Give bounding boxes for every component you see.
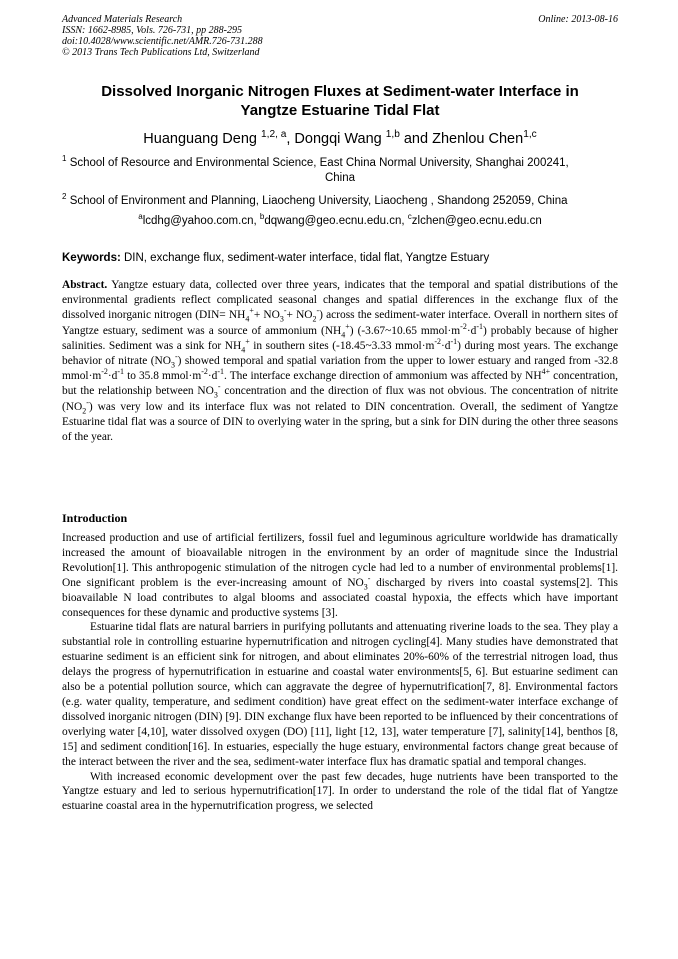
subscript: 3: [171, 360, 175, 370]
section-heading-introduction: Introduction: [62, 511, 128, 525]
paragraph-text: Increased production and use of artificial fertilizers, fossil fuel and leguminous agriculture worldwide has dramatically increased the amount of bioavailable nitrogen in the environment by an order of magnitude since the Industrial Revolution[1]. This anthropogenic stimulation of the nitrogen cycle had led to a number of environmental problems[1]. One significant problem is the ever-increasing amount of NO: [62, 532, 618, 589]
email-mark: c: [407, 212, 412, 222]
superscript: -2: [201, 367, 208, 377]
paragraph: Estuarine tidal flats are natural barriers in purifying pollutants and attenuating riverine loads to the sea. They play a substantial role in controlling estuarine hypernutrification and nitrogen cycling[4]. Many studies have demonstrated that estuarine sediment is an efficient sink for nitrogen, and about eliminates 20%-60% of the terrestrial nitrogen load, thus delays the progress of hypernutrification in estuarine and coastal water environments[5, 6]. But estuarine sediment can also be a potential pollution source, which can aggravate the degree of hypernutrification[7, 8]. Environmental factors (e.g. water quality, temperature, and sediment condition) have great effect on the sediment-water interface exchange of dissolved inorganic nitrogen (DIN) [9]. DIN exchange flux have been reported to be influenced by their concentrations of overlying water [4,10], water dissolved oxygen (DO) [11], light [12, 13], water temperature [7], salinity[14], benthos [8, 15] and sediment condition[16]. In estuaries, especially the huge estuary, environmental factors change great because of the interact between the river and the sea, sediment-water interface flux has dramatic spatial and temporal changes.: [62, 621, 618, 768]
abstract-text: concentration and the direction of flux was not obvious. The concentration of nitrite (NO: [62, 385, 619, 413]
email-address: dqwang@geo.ecnu.edu.cn,: [264, 215, 408, 227]
superscript: 4+: [541, 367, 551, 377]
abstract-text: ) (-3.67~10.65 mmol·m: [349, 324, 461, 337]
title-line-2: Yangtze Estuarine Tidal Flat: [240, 102, 440, 119]
abstract-label: Abstract.: [62, 279, 108, 291]
subscript: 2: [312, 314, 317, 324]
journal-name: Advanced Materials Research: [62, 14, 183, 25]
abstract-text: ·d: [466, 324, 477, 337]
subscript: 2: [82, 405, 87, 415]
email-line: [62, 214, 618, 229]
paragraph: [62, 531, 618, 620]
abstract-text: ) across the sediment-water interface. Overall in northern sites of Yangtze estuary, sediment was a source of ammonium (NH: [62, 309, 618, 337]
author-name: Huanguang Deng: [143, 131, 257, 147]
affiliation-number: 1: [62, 154, 67, 164]
abstract-text: ) showed temporal and spatial variation from the upper to lower estuary and ranged from -32.8 mmol·m: [62, 355, 618, 383]
abstract-text: in southern sites (-18.45~3.33 mmol·m: [249, 339, 435, 352]
subscript: 3: [363, 582, 368, 591]
abstract-text: ) was very low and its interface flux was not related to DIN concentration. Overall, the sediment of Yangtze Estuarine tidal flat was a source of DIN to overlying water in the spring, but a sink for DIN during the other three seasons of the year.: [62, 400, 618, 444]
superscript: -1: [450, 337, 458, 347]
superscript: -1: [217, 367, 224, 377]
superscript: +: [345, 321, 350, 331]
affiliation-number: 2: [62, 192, 67, 202]
subscript: 3: [279, 314, 284, 324]
doi-line: doi:10.4028/www.scientific.net/AMR.726-731.288: [62, 36, 263, 47]
superscript: -1: [117, 367, 125, 377]
author-separator: ,: [286, 131, 295, 147]
affiliation-text: School of Environment and Planning, Liaocheng University, Liaocheng , Shandong 252059, China: [69, 195, 568, 207]
superscript: -1: [476, 321, 483, 331]
author-name: Zhenlou Chen: [432, 131, 524, 147]
superscript: +: [245, 337, 250, 347]
abstract-text: Yangtze estuary data, collected over three years, indicates that the temporal and spatial distributions of the environmental gradients reflect complicated seasonal changes and spatial differences in the exchange flux of the dissolved inorganic nitrogen (DIN= NH: [62, 279, 618, 322]
journal-header: [62, 14, 618, 58]
affiliation-text: China: [324, 172, 356, 184]
affiliation-text: School of Resource and Environmental Science, East China Normal University, Shanghai 200241,: [69, 157, 569, 169]
author-affiliation-mark: 1,b: [385, 129, 400, 141]
abstract-text: + NO: [286, 309, 313, 322]
copyright-line: © 2013 Trans Tech Publications Ltd, Switzerland: [62, 47, 260, 58]
email-address: lcdhg@yahoo.com.cn,: [142, 215, 260, 227]
subscript: 3: [213, 390, 218, 400]
author-affiliation-mark: 1,c: [523, 129, 537, 141]
paper-title: [62, 82, 618, 120]
email-mark: a: [138, 212, 143, 222]
superscript: +: [249, 306, 254, 316]
author-affiliation-mark: 1,2, a: [261, 129, 287, 141]
superscript: -2: [434, 337, 441, 347]
superscript: -: [217, 382, 221, 392]
email-address: zlchen@geo.ecnu.edu.cn: [411, 215, 542, 227]
abstract-text: ·d: [207, 370, 218, 383]
affiliation-1: [62, 156, 618, 186]
author-list: [62, 130, 618, 148]
superscript: -2: [460, 321, 467, 331]
superscript: -: [316, 306, 320, 316]
abstract-text: ·d: [107, 370, 118, 383]
abstract-text: . The interface exchange direction of ammonium was affected by NH: [224, 370, 542, 383]
abstract-text: ) probably because of higher salinities. Sediment was a sink for NH: [62, 324, 618, 352]
keywords-label: Keywords:: [62, 252, 121, 264]
title-line-1: Dissolved Inorganic Nitrogen Fluxes at Sediment-water Interface in: [101, 83, 579, 100]
abstract-text: ) during most years. The exchange behavior of nitrate (NO: [62, 339, 618, 368]
superscript: -: [283, 306, 287, 316]
superscript: -: [86, 397, 89, 407]
abstract-text: ·d: [441, 339, 451, 352]
paragraph-text: discharged by rivers into coastal systems[2]. This bioavailable N load contributes to algal blooms and associated coastal hypoxia, the effects which have important consequences for these dynamic and productive systems [3].: [62, 576, 618, 619]
introduction-body: [62, 531, 618, 814]
author-name: Dongqi Wang: [294, 131, 382, 147]
superscript: -: [174, 352, 178, 362]
paragraph: With increased economic development over the past few decades, huge nutrients have been transported to the Yangtze estuary and led to serious hypernutrification[17]. In order to understand the role of the tidal flat of Yangtze estuarine coastal area in the hypernutrification progress, we selected: [62, 770, 618, 813]
superscript: -: [367, 573, 371, 583]
online-date: Online: 2013-08-16: [538, 14, 618, 25]
affiliation-2: [62, 194, 618, 209]
keywords: [62, 251, 618, 266]
keywords-text: DIN, exchange flux, sediment-water interface, tidal flat, Yangtze Estuary: [120, 252, 490, 264]
subscript: 4: [245, 314, 250, 324]
subscript: 4: [241, 345, 246, 355]
abstract-text: to 35.8 mmol·m: [124, 370, 202, 383]
superscript: -2: [101, 367, 108, 377]
abstract-text: + NO: [253, 309, 280, 322]
abstract: [62, 278, 618, 445]
email-mark: b: [259, 212, 265, 222]
subscript: 4: [341, 329, 346, 339]
author-separator: and: [399, 131, 433, 147]
issn-line: ISSN: 1662-8985, Vols. 726-731, pp 288-295: [62, 25, 242, 36]
abstract-text: concentration, but the relationship between NO: [62, 370, 618, 398]
